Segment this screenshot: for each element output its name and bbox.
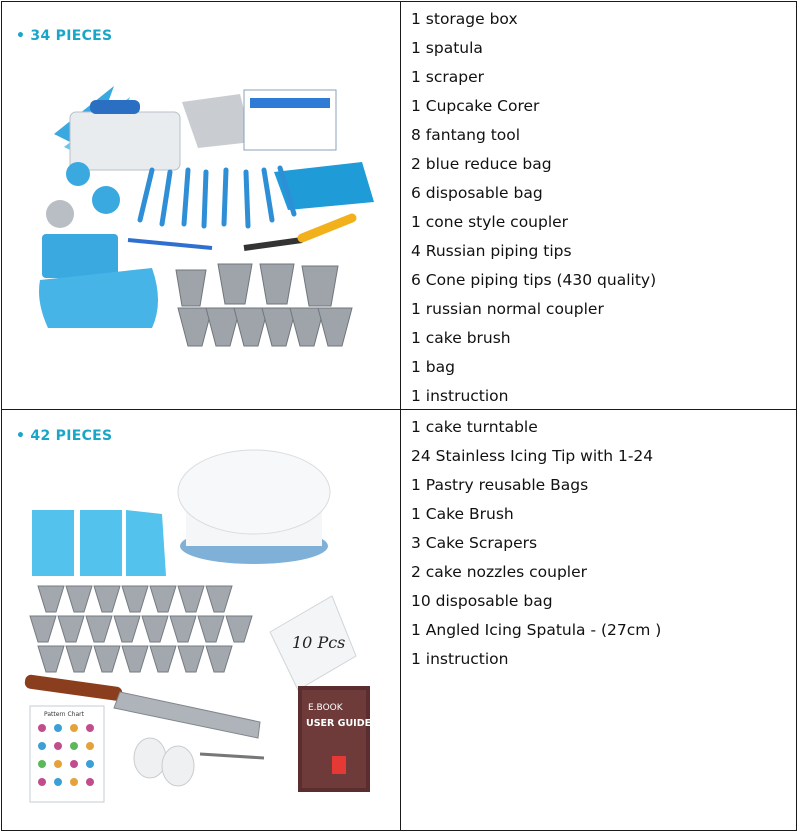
list-item: 1 bag xyxy=(411,358,455,376)
list-item: 1 spatula xyxy=(411,39,483,57)
coupler-icon xyxy=(162,746,194,786)
scraper-icon xyxy=(42,234,118,278)
list-item: 1 cake brush xyxy=(411,329,511,347)
kit-42-product-photo xyxy=(2,410,400,830)
list-item: 1 instruction xyxy=(411,650,509,668)
contents-table xyxy=(1,1,797,831)
list-item: 1 Cupcake Corer xyxy=(411,97,540,115)
list-item: 8 fantang tool xyxy=(411,126,521,144)
scraper-icon xyxy=(80,510,122,576)
list-item: 2 cake nozzles coupler xyxy=(411,563,588,581)
kit-42-label: • 42 PIECES xyxy=(16,428,113,444)
box-handle-icon xyxy=(90,100,140,114)
kit-34-contents-cell xyxy=(401,2,796,409)
coupler-icon xyxy=(66,162,90,186)
list-item: 10 disposable bag xyxy=(411,592,553,610)
kit-34-image-cell xyxy=(2,2,400,409)
list-item: 1 scraper xyxy=(411,68,485,86)
icing-tips-icon xyxy=(30,586,252,672)
list-item: 1 storage box xyxy=(411,10,518,28)
list-item: 3 Cake Scrapers xyxy=(411,534,538,552)
bag-label: 10 Pcs xyxy=(292,633,346,652)
list-item: 4 Russian piping tips xyxy=(411,242,572,260)
kit-42-contents-cell xyxy=(401,410,796,830)
list-item: 6 disposable bag xyxy=(411,184,543,202)
pdf-icon xyxy=(332,756,346,774)
list-item: 1 russian normal coupler xyxy=(411,300,604,318)
list-item: 1 Pastry reusable Bags xyxy=(411,476,589,494)
cake-brush-icon xyxy=(200,754,264,758)
spatula-icon xyxy=(244,240,302,248)
list-item: 1 Cake Brush xyxy=(411,505,514,523)
list-item: 1 cone style coupler xyxy=(411,213,569,231)
kit-34-contents-list xyxy=(411,5,656,411)
steel-coupler-icon xyxy=(46,200,74,228)
list-item: 2 blue reduce bag xyxy=(411,155,552,173)
list-item: 1 Angled Icing Spatula - (27cm ) xyxy=(411,621,662,639)
fondant-tools-icon xyxy=(140,168,294,226)
pattern-chart-icon xyxy=(30,706,104,802)
kit-34-product-photo xyxy=(2,2,400,409)
storage-box-icon xyxy=(70,112,180,170)
angled-spatula-icon xyxy=(24,674,123,702)
kit-42-image-cell xyxy=(2,410,400,830)
list-item: 6 Cone piping tips (430 quality) xyxy=(411,271,657,289)
coupler-icon xyxy=(134,738,166,778)
coupler-icon xyxy=(92,186,120,214)
ebook-title: E.BOOK xyxy=(308,703,343,713)
pattern-chart-title: Pattern Chart xyxy=(44,711,84,718)
kit-42-contents-list xyxy=(411,413,661,674)
list-item: 1 instruction xyxy=(411,387,509,405)
cake-turntable-icon xyxy=(178,450,330,534)
scraper-icon xyxy=(126,510,166,576)
scraper-icon xyxy=(32,510,74,576)
list-item: 24 Stainless Icing Tip with 1-24 xyxy=(411,447,654,465)
kit-34-label: • 34 PIECES xyxy=(16,28,113,44)
list-item: 1 cake turntable xyxy=(411,418,538,436)
piping-tips-icon xyxy=(176,264,352,346)
ebook-subtitle: USER GUIDE xyxy=(306,718,372,729)
cloth-icon xyxy=(182,94,252,148)
cake-brush-icon xyxy=(128,240,212,248)
